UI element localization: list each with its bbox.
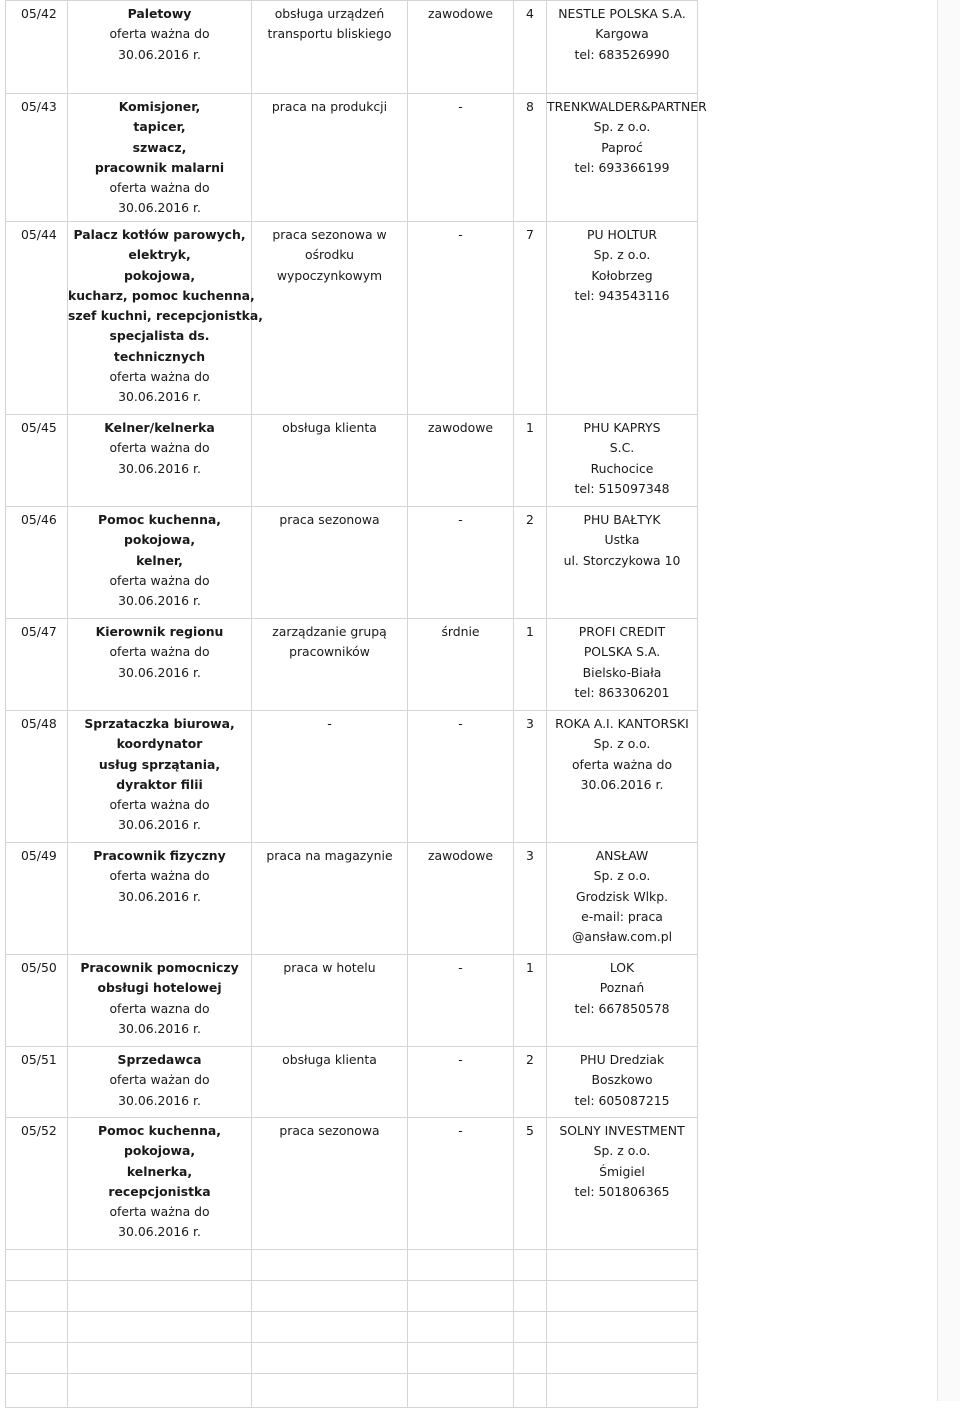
table-row xyxy=(6,415,698,507)
empty-cell xyxy=(68,1374,252,1408)
vacancy-count-cell xyxy=(514,1118,547,1250)
cell-line: obsługi hotelowej xyxy=(97,980,222,996)
cell-line: oferta ważna do xyxy=(109,369,210,385)
empty-cell xyxy=(6,1281,68,1312)
cell-line: zarządzanie grupą xyxy=(272,624,387,639)
empty-cell xyxy=(547,1343,698,1374)
education-cell xyxy=(408,415,514,507)
position-content xyxy=(68,507,251,611)
table-row xyxy=(6,507,698,619)
cell-line: ROKA A.I. KANTORSKI xyxy=(555,716,689,731)
cell-line: obsługa klienta xyxy=(282,1052,377,1067)
vacancy-count-cell xyxy=(514,1047,547,1118)
position-cell xyxy=(68,222,263,415)
cell-line: Kierownik regionu xyxy=(95,624,224,639)
cell-line: praca na magazynie xyxy=(266,848,393,863)
offer-number-text: 05/48 xyxy=(21,716,57,731)
cell-line: oferta ważna do xyxy=(109,868,210,884)
cell-line: ANSŁAW xyxy=(595,848,649,863)
employer-content xyxy=(547,955,697,1019)
cell-line: tel: 943543116 xyxy=(574,287,670,303)
position-cell xyxy=(68,843,252,955)
cell-line: Sp. z o.o. xyxy=(593,247,651,263)
position-content xyxy=(68,1118,251,1243)
offer-number-text: 05/42 xyxy=(21,6,57,21)
cell-line: 30.06.2016 r. xyxy=(118,389,201,405)
position-cell xyxy=(68,1118,252,1250)
education-text: - xyxy=(458,716,463,731)
empty-cell xyxy=(514,1374,547,1408)
empty-cell xyxy=(408,1374,514,1408)
cell-line: S.C. xyxy=(609,440,635,456)
cell-line: Boszkowo xyxy=(591,1072,653,1088)
offer-number xyxy=(6,955,68,1047)
work-area-content xyxy=(252,1,407,45)
employer-content xyxy=(547,1,697,65)
position-cell xyxy=(68,711,252,843)
empty-cell xyxy=(6,1312,68,1343)
work-area-cell xyxy=(252,1118,408,1250)
job-offers-body xyxy=(6,1,707,1408)
work-area-content xyxy=(252,94,407,117)
cell-line: Bielsko-Biała xyxy=(582,664,662,680)
empty-cell xyxy=(408,1312,514,1343)
cell-line: 30.06.2016 r. xyxy=(118,46,201,62)
education-text: - xyxy=(458,960,463,975)
employer-content xyxy=(547,711,697,795)
offer-number xyxy=(6,619,68,711)
cell-line: Sp. z o.o. xyxy=(593,868,651,884)
empty-cell xyxy=(514,1281,547,1312)
empty-cell xyxy=(68,1343,252,1374)
position-content xyxy=(68,955,251,1039)
cell-line: tel: 515097348 xyxy=(574,480,670,496)
cell-line: kucharz, pomoc kuchenna, xyxy=(68,287,255,303)
cell-line: Poznań xyxy=(599,980,645,996)
offer-number xyxy=(6,222,68,415)
offer-number xyxy=(6,507,68,619)
cell-line: Śmigiel xyxy=(599,1163,645,1179)
position-cell xyxy=(68,619,252,711)
work-area-cell xyxy=(252,1047,408,1118)
cell-line: szwacz, xyxy=(132,139,187,155)
cell-line: Kołobrzeg xyxy=(591,267,653,283)
work-area-cell xyxy=(252,222,408,415)
empty-cell xyxy=(252,1281,408,1312)
empty-table-row xyxy=(6,1250,698,1281)
education-text: śrdnie xyxy=(441,624,480,639)
cell-line: LOK xyxy=(609,960,635,975)
employer-cell xyxy=(547,955,698,1047)
cell-line: 30.06.2016 r. xyxy=(118,1020,201,1036)
cell-line: tel: 683526990 xyxy=(574,46,670,62)
table-row xyxy=(6,1,698,94)
cell-line: Ruchocice xyxy=(590,460,654,476)
cell-line: 30.06.2016 r. xyxy=(118,664,201,680)
position-content xyxy=(68,711,251,836)
cell-line: Komisjoner, xyxy=(118,99,201,114)
work-area-content xyxy=(252,415,407,438)
education-cell xyxy=(408,843,514,955)
education-cell xyxy=(408,94,514,222)
cell-line: Pomoc kuchenna, xyxy=(97,1123,222,1138)
work-area-content xyxy=(252,1118,407,1141)
empty-cell xyxy=(252,1343,408,1374)
empty-cell xyxy=(68,1281,252,1312)
empty-cell xyxy=(514,1343,547,1374)
cell-line: SOLNY INVESTMENT xyxy=(559,1123,685,1138)
vacancy-count-text: 3 xyxy=(526,848,534,863)
work-area-cell xyxy=(252,94,408,222)
education-text: zawodowe xyxy=(427,848,493,863)
offer-number xyxy=(6,843,68,955)
table-row xyxy=(6,711,698,843)
cell-line: praca sezonowa xyxy=(279,1123,380,1138)
cell-line: praca sezonowa xyxy=(279,512,380,527)
cell-line: oferta ważna do xyxy=(109,572,210,588)
cell-line: PROFI CREDIT xyxy=(578,624,666,639)
cell-line: tel: 501806365 xyxy=(574,1183,670,1199)
empty-cell xyxy=(252,1312,408,1343)
education-text: - xyxy=(458,1052,463,1067)
employer-content xyxy=(547,843,697,947)
offer-number-text: 05/44 xyxy=(21,227,57,242)
vacancy-count-cell xyxy=(514,507,547,619)
position-content xyxy=(68,222,263,408)
employer-cell xyxy=(547,1047,698,1118)
cell-line: Palacz kotłów parowych, xyxy=(73,227,246,242)
empty-cell xyxy=(6,1374,68,1408)
empty-cell xyxy=(68,1250,252,1281)
cell-line: 30.06.2016 r. xyxy=(580,776,664,792)
vacancy-count-cell xyxy=(514,1,547,94)
education-text: - xyxy=(458,99,463,114)
cell-line: oferta wazna do xyxy=(109,1000,210,1016)
education-cell xyxy=(408,955,514,1047)
education-text: - xyxy=(458,1123,463,1138)
cell-line: 30.06.2016 r. xyxy=(118,1224,201,1240)
cell-line: 30.06.2016 r. xyxy=(118,817,201,833)
page-edge-strip xyxy=(937,0,960,1401)
employer-cell xyxy=(547,711,698,843)
cell-line: specjalista ds. xyxy=(109,328,210,344)
offer-number xyxy=(6,1047,68,1118)
work-area-content xyxy=(252,222,407,286)
cell-line: kelnerka, xyxy=(126,1163,193,1179)
employer-content xyxy=(547,94,707,178)
cell-line: oferta ważna do xyxy=(109,180,210,196)
cell-line: ul. Storczykowa 10 xyxy=(563,552,681,568)
vacancy-count-cell xyxy=(514,711,547,843)
cell-line: 30.06.2016 r. xyxy=(118,1092,201,1108)
position-cell xyxy=(68,94,252,222)
vacancy-count-text: 4 xyxy=(526,6,534,21)
cell-line: 30.06.2016 r. xyxy=(118,888,201,904)
cell-line: Kelner/kelnerka xyxy=(104,420,215,435)
work-area-cell xyxy=(252,507,408,619)
vacancy-count-text: 1 xyxy=(526,960,534,975)
empty-cell xyxy=(547,1281,698,1312)
cell-line: Sprzedawca xyxy=(117,1052,202,1067)
empty-cell xyxy=(547,1250,698,1281)
cell-line: oferta ważna do xyxy=(571,756,673,772)
position-cell xyxy=(68,1,252,94)
empty-cell xyxy=(514,1312,547,1343)
cell-line: Pracownik fizyczny xyxy=(93,848,226,863)
cell-line: TRENKWALDER&PARTNER xyxy=(547,99,707,114)
cell-line: e-mail: praca xyxy=(581,908,663,924)
empty-cell xyxy=(252,1374,408,1408)
empty-table-row xyxy=(6,1374,698,1408)
education-text: - xyxy=(458,512,463,527)
cell-line: technicznych xyxy=(113,348,206,364)
vacancy-count-text: 2 xyxy=(526,1052,534,1067)
cell-line: wypoczynkowym xyxy=(276,267,383,283)
cell-line: Grodzisk Wlkp. xyxy=(575,888,669,904)
table-row xyxy=(6,222,698,415)
education-cell xyxy=(408,1118,514,1250)
work-area-content xyxy=(252,619,407,663)
empty-cell xyxy=(68,1312,252,1343)
table-row xyxy=(6,955,698,1047)
education-text: zawodowe xyxy=(427,6,493,21)
cell-line: PHU Dredziak xyxy=(579,1052,665,1067)
work-area-content xyxy=(252,1047,407,1070)
cell-line: tel: 693366199 xyxy=(574,159,670,175)
cell-line: recepcjonistka xyxy=(108,1183,211,1199)
cell-line: Ustka xyxy=(604,532,640,548)
employer-cell xyxy=(547,1,698,94)
vacancy-count-text: 2 xyxy=(526,512,534,527)
employer-cell xyxy=(547,415,698,507)
cell-line: oferta ważna do xyxy=(109,1204,210,1220)
work-area-content xyxy=(252,843,407,866)
employer-content xyxy=(547,1047,697,1111)
work-area-cell xyxy=(252,711,408,843)
offer-number-text: 05/51 xyxy=(21,1052,57,1067)
vacancy-count-text: 5 xyxy=(526,1123,534,1138)
employer-content xyxy=(547,619,697,703)
cell-line: Paletowy xyxy=(127,6,192,21)
education-cell xyxy=(408,711,514,843)
offer-number xyxy=(6,94,68,222)
education-cell xyxy=(408,507,514,619)
empty-table-row xyxy=(6,1281,698,1312)
position-content xyxy=(68,415,251,479)
empty-cell xyxy=(6,1343,68,1374)
cell-line: oferta ważna do xyxy=(109,26,210,42)
cell-line: szef kuchni, recepcjonistka, xyxy=(68,308,263,324)
position-content xyxy=(68,619,251,683)
vacancy-count-cell xyxy=(514,619,547,711)
position-content xyxy=(68,1047,251,1111)
employer-content xyxy=(547,507,697,571)
vacancy-count-text: 7 xyxy=(526,227,534,242)
cell-line: pracowników xyxy=(289,644,370,660)
offer-number xyxy=(6,711,68,843)
position-cell xyxy=(68,955,252,1047)
cell-line: Paproć xyxy=(601,139,643,155)
education-cell xyxy=(408,222,514,415)
cell-line: Sp. z o.o. xyxy=(593,119,651,135)
work-area-cell xyxy=(252,415,408,507)
employer-cell xyxy=(547,94,707,222)
cell-line: elektryk, xyxy=(128,247,191,263)
vacancy-count-cell xyxy=(514,843,547,955)
cell-line: 30.06.2016 r. xyxy=(118,593,201,609)
cell-line: Sp. z o.o. xyxy=(593,736,651,752)
offer-number xyxy=(6,1,68,94)
offer-number-text: 05/47 xyxy=(21,624,57,639)
education-text: zawodowe xyxy=(427,420,493,435)
cell-line: pokojowa, xyxy=(123,1143,196,1159)
cell-line: NESTLE POLSKA S.A. xyxy=(558,6,686,21)
offer-number-text: 05/50 xyxy=(21,960,57,975)
offer-number-text: 05/45 xyxy=(21,420,57,435)
empty-cell xyxy=(547,1374,698,1408)
offer-number xyxy=(6,415,68,507)
cell-line: POLSKA S.A. xyxy=(583,644,661,660)
position-cell xyxy=(68,415,252,507)
empty-cell xyxy=(408,1250,514,1281)
empty-cell xyxy=(408,1281,514,1312)
cell-line: transportu bliskiego xyxy=(267,26,392,42)
work-area-cell xyxy=(252,843,408,955)
cell-line: oferta ważna do xyxy=(109,797,210,813)
offer-number xyxy=(6,1118,68,1250)
vacancy-count-text: 8 xyxy=(526,99,534,114)
table-row xyxy=(6,843,698,955)
table-row xyxy=(6,619,698,711)
cell-line: usług sprzątania, xyxy=(98,756,221,772)
job-offers-table xyxy=(5,0,707,1408)
vacancy-count-cell xyxy=(514,415,547,507)
table-row xyxy=(6,1047,698,1118)
cell-line: 30.06.2016 r. xyxy=(118,460,201,476)
cell-line: PHU KAPRYS xyxy=(583,420,661,435)
cell-line: obsługa urządzeń xyxy=(274,6,385,21)
empty-cell xyxy=(6,1250,68,1281)
vacancy-count-text: 1 xyxy=(526,420,534,435)
education-cell xyxy=(408,1,514,94)
cell-line: Pomoc kuchenna, xyxy=(97,512,222,527)
cell-line: Pracownik pomocniczy xyxy=(80,960,239,975)
work-area-cell xyxy=(252,955,408,1047)
cell-line: @ansław.com.pl xyxy=(571,929,673,945)
work-area-content xyxy=(252,955,407,978)
education-cell xyxy=(408,1047,514,1118)
employer-cell xyxy=(547,843,698,955)
work-area-cell xyxy=(252,1,408,94)
cell-line: tel: 605087215 xyxy=(574,1092,670,1108)
cell-line: tel: 863306201 xyxy=(574,684,670,700)
cell-line: tapicer, xyxy=(133,119,186,135)
employer-cell xyxy=(547,507,698,619)
education-text: - xyxy=(458,227,463,242)
empty-cell xyxy=(252,1250,408,1281)
position-cell xyxy=(68,1047,252,1118)
cell-line: PU HOLTUR xyxy=(587,227,657,242)
cell-line: pracownik malarni xyxy=(94,159,225,175)
cell-line: ośrodku xyxy=(305,247,354,263)
offer-number-text: 05/49 xyxy=(21,848,57,863)
cell-line: Kargowa xyxy=(595,26,649,42)
vacancy-count-text: 3 xyxy=(526,716,534,731)
vacancy-count-text: 1 xyxy=(526,624,534,639)
offer-number-text: 05/52 xyxy=(21,1123,57,1138)
cell-line: PHU BAŁTYK xyxy=(583,512,661,527)
empty-cell xyxy=(408,1343,514,1374)
work-area-cell xyxy=(252,619,408,711)
vacancy-count-cell xyxy=(514,955,547,1047)
empty-cell xyxy=(514,1250,547,1281)
cell-line: oferta ważna do xyxy=(109,644,210,660)
position-cell xyxy=(68,507,252,619)
employer-cell xyxy=(547,1118,698,1250)
cell-line: praca sezonowa w xyxy=(272,227,387,242)
cell-line: pokojowa, xyxy=(123,267,196,283)
cell-line: Sp. z o.o. xyxy=(593,1143,651,1159)
position-content xyxy=(68,843,251,907)
table-row xyxy=(6,94,698,222)
cell-line: obsługa klienta xyxy=(282,420,377,435)
cell-line: Sprzataczka biurowa, xyxy=(84,716,235,731)
employer-cell xyxy=(547,222,698,415)
cell-line: pokojowa, xyxy=(123,532,196,548)
vacancy-count-cell xyxy=(514,222,547,415)
employer-cell xyxy=(547,619,698,711)
cell-line: dyraktor filii xyxy=(116,776,203,792)
work-area-content xyxy=(252,711,407,734)
employer-content xyxy=(547,415,697,499)
cell-line: praca na produkcji xyxy=(271,99,388,114)
empty-cell xyxy=(547,1312,698,1343)
cell-line: oferta ważna do xyxy=(109,440,210,456)
cell-line: - xyxy=(327,716,332,731)
work-area-content xyxy=(252,507,407,530)
employer-content xyxy=(547,1118,697,1202)
cell-line: koordynator xyxy=(116,736,203,752)
employer-content xyxy=(547,222,697,306)
cell-line: 30.06.2016 r. xyxy=(118,200,201,216)
cell-line: tel: 667850578 xyxy=(574,1000,670,1016)
empty-table-row xyxy=(6,1343,698,1374)
position-content xyxy=(68,1,251,65)
education-cell xyxy=(408,619,514,711)
position-content xyxy=(68,94,251,219)
table-row xyxy=(6,1118,698,1250)
vacancy-count-cell xyxy=(514,94,547,222)
cell-line: kelner, xyxy=(136,552,183,568)
cell-line: oferta ważan do xyxy=(109,1072,210,1088)
offer-number-text: 05/43 xyxy=(21,99,57,114)
cell-line: praca w hotelu xyxy=(283,960,376,975)
offer-number-text: 05/46 xyxy=(21,512,57,527)
empty-table-row xyxy=(6,1312,698,1343)
